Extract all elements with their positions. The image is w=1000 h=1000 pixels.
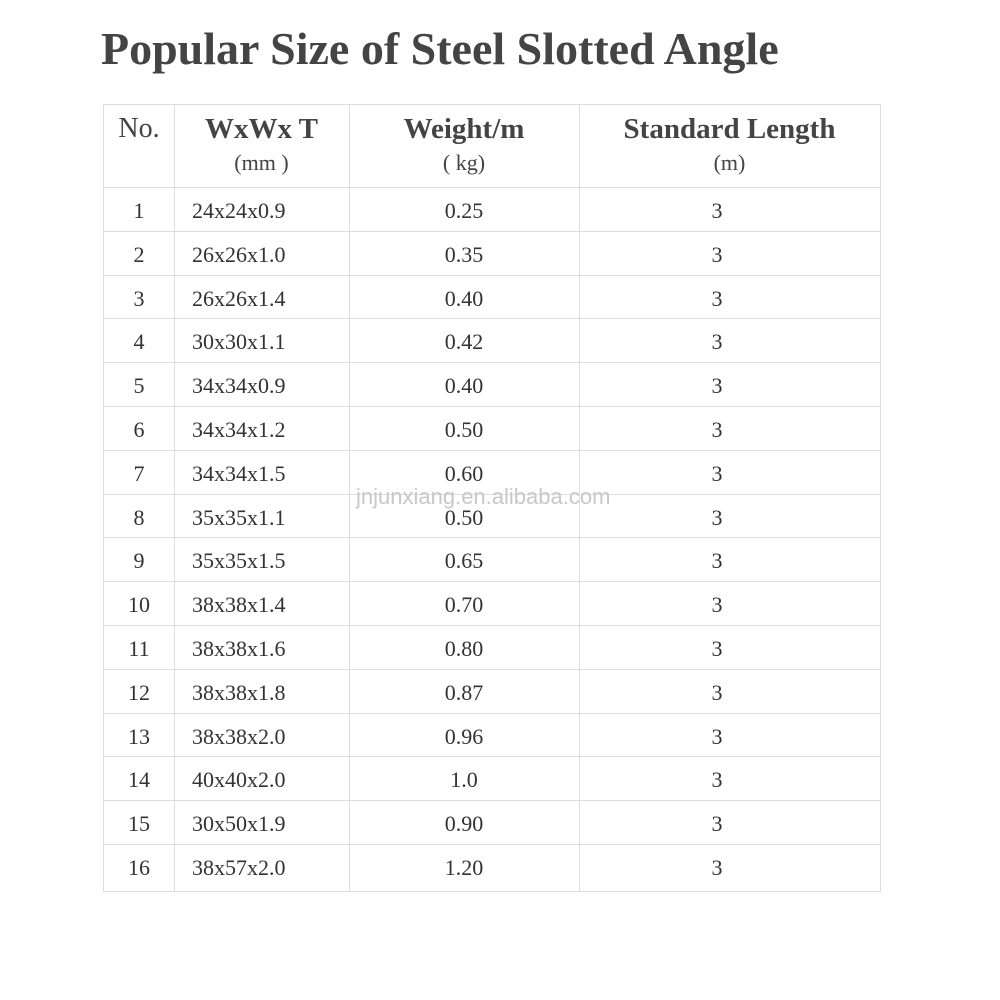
table-row — [104, 582, 880, 626]
row-weight: 0.40 — [444, 373, 484, 399]
row-no: 9 — [133, 548, 145, 574]
row-size: 30x30x1.1 — [192, 329, 286, 355]
header-length-unit: (m) — [713, 150, 746, 175]
row-length: 3 — [711, 679, 723, 705]
row-weight: 0.80 — [444, 635, 484, 661]
row-length: 3 — [711, 854, 723, 880]
row-weight: 0.60 — [444, 460, 484, 486]
table-row — [104, 626, 880, 670]
row-no: 13 — [128, 723, 150, 749]
row-no: 4 — [133, 329, 145, 355]
header-length-label: Standard Length — [623, 113, 836, 145]
row-no: 1 — [133, 198, 145, 223]
row-weight: 0.90 — [444, 811, 484, 837]
row-length: 3 — [711, 198, 723, 223]
row-no: 10 — [128, 592, 150, 618]
row-no: 14 — [128, 767, 150, 793]
row-weight: 0.96 — [444, 723, 484, 749]
row-length: 3 — [711, 416, 723, 442]
row-length: 3 — [711, 241, 723, 267]
row-no: 5 — [133, 373, 145, 399]
row-weight: 0.65 — [444, 548, 484, 574]
header-size — [174, 105, 349, 187]
header-weight-unit: ( kg) — [442, 150, 486, 175]
row-size: 35x35x1.5 — [192, 548, 286, 574]
row-length: 3 — [711, 723, 723, 749]
row-no: 15 — [128, 811, 150, 837]
table-row — [104, 407, 880, 451]
header-size-unit: (mm ) — [234, 150, 289, 175]
header-size-label: WxWx T — [204, 113, 319, 145]
row-no: 3 — [133, 285, 145, 311]
row-no: 6 — [133, 416, 145, 442]
row-length: 3 — [711, 767, 723, 793]
table-row — [104, 232, 880, 276]
row-length: 3 — [711, 811, 723, 837]
page-title: Popular Size of Steel Slotted Angle — [101, 23, 779, 74]
header-no — [104, 105, 174, 187]
row-weight: 1.20 — [444, 854, 484, 880]
row-weight: 0.70 — [444, 592, 484, 618]
table-row — [104, 363, 880, 407]
row-length: 3 — [711, 373, 723, 399]
row-length: 3 — [711, 548, 723, 574]
row-no: 2 — [133, 241, 145, 267]
table-body — [104, 188, 880, 889]
row-length: 3 — [711, 460, 723, 486]
row-size: 38x38x1.4 — [192, 592, 286, 618]
table-header — [104, 105, 880, 188]
row-weight: 0.42 — [444, 329, 484, 355]
row-size: 30x50x1.9 — [192, 811, 286, 837]
row-size: 34x34x0.9 — [192, 373, 286, 399]
header-length — [579, 105, 880, 187]
table-row — [104, 714, 880, 758]
row-size: 24x24x0.9 — [192, 198, 286, 223]
table-row — [104, 188, 880, 232]
row-size: 38x38x2.0 — [192, 723, 286, 749]
row-no: 7 — [133, 460, 145, 486]
row-size: 40x40x2.0 — [192, 767, 286, 793]
header-weight — [349, 105, 579, 187]
row-size: 34x34x1.5 — [192, 460, 286, 486]
row-size: 38x57x2.0 — [192, 854, 286, 880]
row-no: 11 — [128, 635, 150, 661]
row-no: 12 — [128, 679, 150, 705]
table-row — [104, 670, 880, 714]
row-weight: 0.50 — [444, 416, 484, 442]
table-row — [104, 757, 880, 801]
watermark: jnjunxiang.en.alibaba.com — [356, 484, 611, 509]
row-length: 3 — [711, 285, 723, 311]
row-weight: 0.87 — [444, 679, 484, 705]
row-size: 38x38x1.6 — [192, 635, 286, 661]
row-weight: 0.35 — [444, 241, 484, 267]
row-weight: 0.40 — [444, 285, 484, 311]
row-weight: 0.25 — [444, 198, 484, 223]
header-no-label: No. — [118, 113, 160, 144]
table-row — [104, 319, 880, 363]
table-row — [104, 538, 880, 582]
row-size: 26x26x1.4 — [192, 285, 286, 311]
row-no: 8 — [133, 504, 145, 530]
table-row — [104, 276, 880, 320]
row-length: 3 — [711, 592, 723, 618]
row-weight: 0.50 — [444, 504, 484, 530]
row-length: 3 — [711, 329, 723, 355]
table-row — [104, 845, 880, 889]
row-size: 35x35x1.1 — [192, 504, 286, 530]
row-size: 34x34x1.2 — [192, 416, 286, 442]
row-weight: 1.0 — [450, 767, 478, 793]
table-row — [104, 801, 880, 845]
row-size: 26x26x1.0 — [192, 241, 286, 267]
header-weight-label: Weight/m — [403, 113, 525, 145]
row-no: 16 — [128, 854, 150, 880]
row-length: 3 — [711, 504, 723, 530]
row-length: 3 — [711, 635, 723, 661]
row-size: 38x38x1.8 — [192, 679, 286, 705]
